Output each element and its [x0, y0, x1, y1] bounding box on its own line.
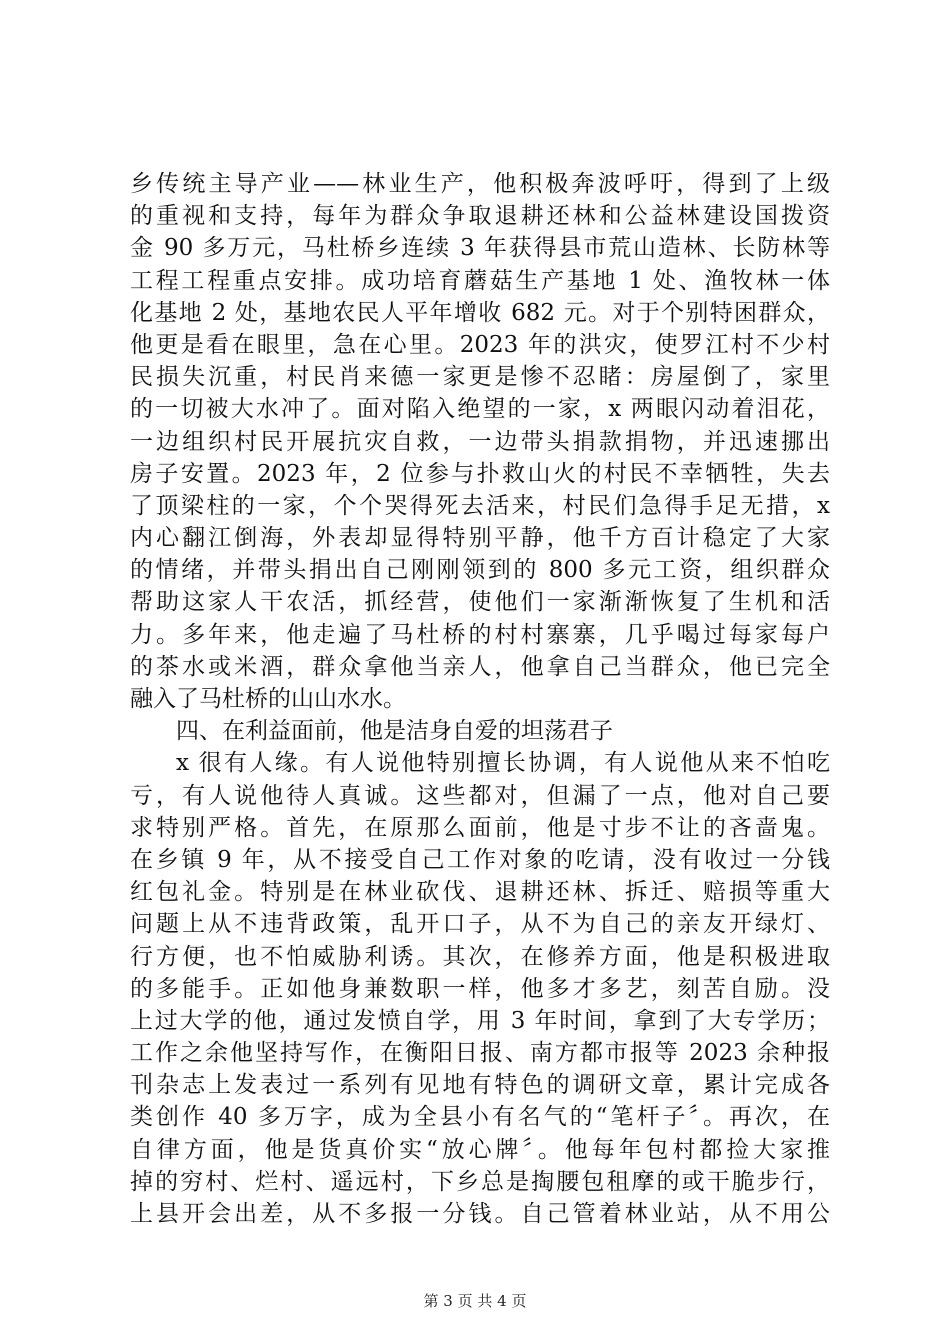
text-line: 上过大学的他，通过发愤自学，用 3 年时间，拿到了大专学历；: [130, 1007, 830, 1034]
body-text: [130, 168, 830, 1230]
text-line: 的情绪，并带头捐出自己刚刚领到的 800 多元工资，组织群众: [130, 557, 830, 584]
text-line: 类创作 40 多万字，成为全县小有名气的“笔杆子〞。再次，在: [130, 1104, 830, 1131]
text-line: 乡传统主导产业——林业生产，他积极奔波呼吁，得到了上级: [130, 171, 830, 197]
text-line: 求特别严格。首先，在原那么面前，他是寸步不让的吝啬鬼。: [130, 814, 830, 841]
text-line: 房子安置。2023 年，2 位参与扑救山火的村民不幸牺牲，失去: [130, 460, 830, 487]
paragraph-2: [130, 747, 830, 1230]
page-number-footer: 第 3 页 共 4 页: [423, 1292, 527, 1310]
text-line: 行方便，也不怕威胁利诱。其次，在修养方面，他是积极进取: [130, 943, 830, 970]
text-line: 上县开会出差，从不多报一分钱。自己管着林业站，从不用公: [130, 1201, 830, 1227]
text-line: 帮助这家人干农活，抓经营，使他们一家渐渐恢复了生机和活: [130, 589, 830, 616]
text-line: 内心翻江倒海，外表却显得特别平静，他千方百计稳定了大家: [130, 525, 830, 552]
text-line: 掉的穷村、烂村、遥远村，下乡总是掏腰包租摩的或干脆步行，: [130, 1168, 830, 1195]
text-line: 的茶水或米酒，群众拿他当亲人，他拿自己当群众，他已完全: [130, 653, 830, 680]
text-line: 力。多年来，他走遍了马杜桥的村村寨寨，几乎喝过每家每户: [130, 621, 830, 648]
text-line: 融入了马杜桥的山山水水。: [130, 686, 406, 712]
text-line: 的重视和支持，每年为群众争取退耕还林和公益林建设国拨资: [130, 203, 830, 230]
text-line: 刊杂志上发表过一系列有见地有特色的调研文章，累计完成各: [130, 1072, 830, 1099]
text-line: 的多能手。正如他身兼数职一样，他多才多艺，刻苦自励。没: [130, 975, 830, 1002]
text-line: 他更是看在眼里，急在心里。2023 年的洪灾，使罗江村不少村: [130, 331, 830, 358]
text-line: 了顶梁柱的一家，个个哭得死去活来，村民们急得手足无措，x: [130, 492, 830, 519]
text-line: 一边组织村民开展抗灾自救，一边带头捐款捐物，并迅速挪出: [130, 428, 830, 455]
text-line: 工程工程重点安排。成功培育蘑菇生产基地 1 处、渔牧林一体: [130, 267, 830, 294]
text-line: 金 90 多万元，马杜桥乡连续 3 年获得县市荒山造林、长防林等: [130, 235, 830, 262]
text-line: 工作之余他坚持写作，在衡阳日报、南方都市报等 2023 余种报: [130, 1040, 830, 1067]
text-line: 问题上从不违背政策，乱开口子，从不为自己的亲友开绿灯、: [130, 911, 830, 938]
text-line: x 很有人缘。有人说他特别擅长协调，有人说他从来不怕吃: [176, 750, 830, 777]
text-line: 红包礼金。特别是在林业砍伐、退耕还林、拆迁、赔损等重大: [130, 879, 830, 906]
section-heading: 四、在利益面前，他是洁身自爱的坦荡君子: [176, 718, 613, 745]
text-line: 的一切被大水冲了。面对陷入绝望的一家，x 两眼闪动着泪花，: [130, 396, 830, 423]
text-line: 亏，有人说他待人真诚。这些都对，但漏了一点，他对自己要: [130, 782, 830, 809]
text-line: 自律方面，他是货真价实“放心牌〞。他每年包村都捡大家推: [130, 1136, 830, 1163]
text-line: 化基地 2 处，基地农民人平年增收 682 元。对于个别特困群众，: [130, 299, 830, 326]
text-line: 在乡镇 9 年，从不接受自己工作对象的吃请，没有收过一分钱: [130, 846, 830, 873]
paragraph-1: [130, 168, 830, 715]
text-line: 民损失沉重，村民肖来德一家更是惨不忍睹：房屋倒了，家里: [130, 364, 830, 391]
